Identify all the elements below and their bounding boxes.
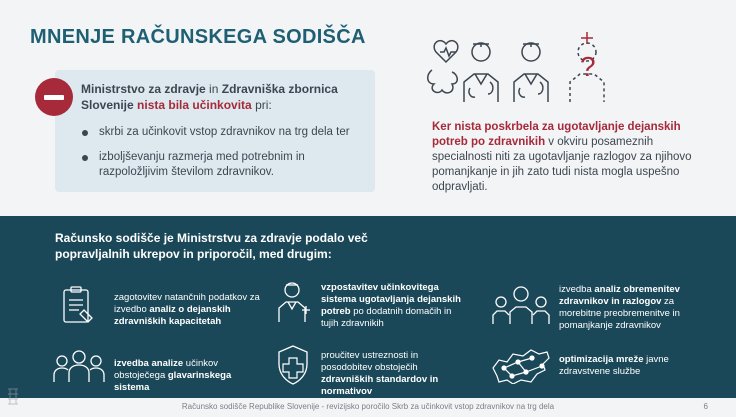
clipboard-chart-icon bbox=[62, 286, 96, 326]
bullet-item: izboljševanju razmerja med potrebnim in razpoložljivim številom zdravnikov. bbox=[82, 150, 372, 180]
doctor-hiring-icon bbox=[276, 280, 312, 324]
callout-lead bbox=[81, 81, 371, 113]
recommendations-panel bbox=[0, 216, 736, 398]
lead-and: in bbox=[205, 82, 222, 96]
page-number: 6 bbox=[703, 402, 708, 411]
finding-note-rest: v okviru posameznih specialnosti niti za ugotavljanje razlogov za njihovo pomanjkanje in jih zato tudi nista mogla uspešno odpravljati. bbox=[432, 136, 692, 193]
lead-in: pri: bbox=[251, 98, 272, 112]
recommendation-text: javne zdravstvene službe bbox=[559, 354, 669, 377]
workload-doctors-icon bbox=[492, 284, 550, 326]
recommendation-bold: analiz obremenitev zdravnikov in razlogov bbox=[559, 284, 680, 307]
footer-text: Računsko sodišče Republike Slovenije - revizijsko poročilo Skrb za učinkovit vstop zdravnikov na trg dela bbox=[181, 402, 555, 411]
lead-ministry: Ministrstvo za zdravje bbox=[81, 82, 206, 96]
recommendation-text: proučitev ustreznosti in posodobitev obstoječih bbox=[321, 350, 419, 373]
finding-note-bold: Ker nista poskrbela za ugotavljanje dejanskih potreb po zdravnikih bbox=[432, 121, 681, 148]
svg-text:?: ? bbox=[580, 51, 596, 82]
lead-not-effective: nista bila učinkovita bbox=[137, 98, 252, 112]
opinion-callout bbox=[55, 70, 375, 192]
health-shield-icon bbox=[276, 344, 310, 386]
recommendation-text: učinkov obstoječega bbox=[114, 358, 219, 381]
recommendation-item bbox=[114, 292, 264, 328]
recommendation-item bbox=[321, 282, 471, 330]
recommendation-text: za morebitne preobremenitve in pomanjkanje zdravnikov bbox=[559, 296, 680, 331]
recommendation-text: zagotovitev natančnih podatkov za izvedbo bbox=[114, 292, 260, 315]
recommendation-item bbox=[559, 284, 709, 332]
slovenia-map-icon bbox=[490, 344, 552, 384]
recommendations-heading: Računsko sodišče je Ministrstvu za zdravje podalo več popravljalnih ukrepov in priporočil, med drugim: bbox=[55, 231, 368, 261]
recommendation-text: izvedba bbox=[559, 284, 595, 295]
finding-note bbox=[432, 120, 712, 195]
recommendation-item bbox=[114, 358, 269, 394]
recommendation-bold: glavarinskega sistema bbox=[114, 370, 232, 393]
page-title: MNENJE RAČUNSKEGA SODIŠČA bbox=[30, 26, 366, 48]
lead-chamber: Zdravniška zbornica Slovenije bbox=[81, 82, 338, 112]
recommendation-bold: vzpostavitev učinkovitega sistema ugotavljanja dejanskih potreb bbox=[321, 282, 461, 317]
recommendation-item bbox=[321, 350, 471, 398]
minus-circle-icon bbox=[35, 78, 73, 116]
page-footer bbox=[0, 398, 736, 417]
recommendation-item bbox=[559, 354, 709, 378]
recommendation-bold: zdravniških standardov in normativov bbox=[321, 374, 439, 397]
recommendation-bold: izvedba analize bbox=[114, 358, 184, 369]
recommendation-text: po dodatnih domačih in tujih zdravnikih bbox=[321, 306, 452, 329]
patients-group-icon bbox=[52, 348, 106, 384]
bullet-item: skrbi za učinkovit vstop zdravnikov na trg dela ter bbox=[82, 125, 372, 140]
callout-bullets bbox=[82, 125, 372, 190]
recommendation-bold: optimizacija mreže bbox=[559, 354, 644, 365]
recommendation-bold: analiz o dejanskih zdravniških kapacitetah bbox=[114, 304, 231, 327]
missing-doctor-icon bbox=[562, 30, 622, 108]
